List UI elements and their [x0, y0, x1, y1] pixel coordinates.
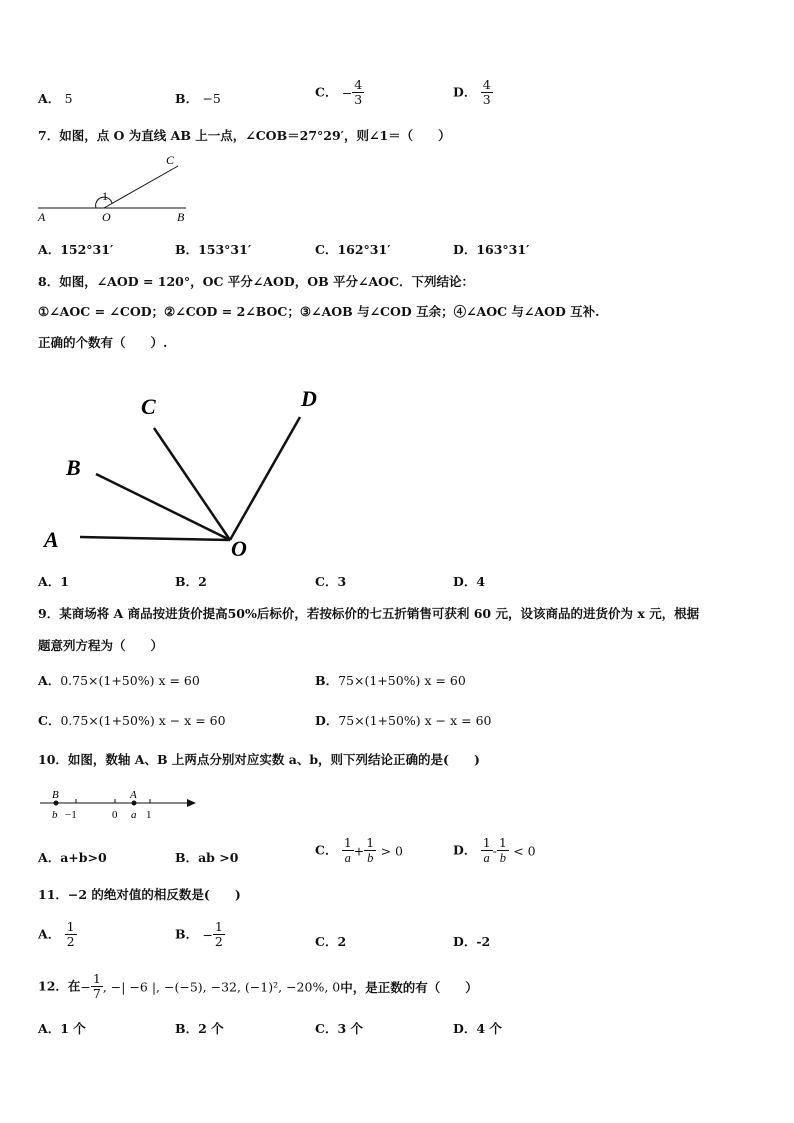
comparison: > 0 [380, 843, 403, 859]
q9-option-d [315, 711, 492, 729]
fraction-denominator: 3 [482, 92, 491, 108]
label-b: B [177, 210, 185, 224]
option-value: 152°31′ [60, 242, 114, 257]
option-value: 0.75×(1+50%) x − x = 60 [60, 713, 226, 728]
operator: - [492, 843, 497, 859]
axis-arrow [187, 799, 196, 807]
option-letter: B． [315, 673, 339, 688]
ray-ob [96, 474, 230, 540]
option-letter: D． [315, 713, 339, 728]
option-letter: B． [175, 574, 199, 589]
q8-option-a [38, 572, 69, 590]
label-minus-one: −1 [65, 809, 77, 821]
option-letter: A． [38, 242, 61, 257]
label-one: 1 [146, 809, 152, 821]
label-b-lower: b [52, 809, 58, 821]
option-letter: C． [315, 842, 338, 858]
comparison: < 0 [513, 843, 536, 859]
option-letter: B． [175, 242, 199, 257]
fraction-denominator: 3 [354, 92, 363, 108]
option-value: 2 [198, 574, 207, 589]
q11-option-d [453, 932, 490, 950]
option-letter: D． [453, 934, 477, 949]
option-value: 153°31′ [198, 242, 252, 257]
q6-option-c [315, 78, 364, 108]
q8-option-b [175, 572, 207, 590]
q11-option-b [175, 920, 225, 950]
label-o: O [231, 536, 247, 561]
ray-od [230, 417, 300, 540]
option-value: 75×(1+50%) x = 60 [338, 673, 466, 688]
q7-option-c [315, 240, 391, 258]
option-letter: C． [315, 934, 338, 949]
fraction-denominator: a [483, 851, 490, 866]
ray-oc [154, 428, 230, 540]
point-a [132, 801, 137, 806]
q6-option-a [38, 89, 73, 107]
option-sign: − [202, 927, 213, 943]
q8-ask: 正确的个数有（ ）. [38, 335, 168, 350]
fraction-numerator: 1 [498, 835, 507, 850]
fraction-numerator: 1 [366, 835, 375, 850]
q6-option-b [175, 89, 221, 107]
q8-option-c [315, 572, 346, 590]
fraction-numerator: 1 [66, 919, 75, 934]
q10-option-c [315, 836, 403, 866]
label-c: C [141, 394, 156, 419]
q9-option-a [38, 671, 200, 689]
fraction-numerator: 1 [92, 971, 101, 986]
fraction [497, 836, 509, 866]
label-d: D [301, 386, 317, 411]
option-letter: A． [38, 91, 61, 106]
fraction [65, 920, 77, 950]
stem-suffix: 中，是正数的有（ ） [340, 979, 478, 995]
q7-option-a [38, 240, 113, 258]
fraction [213, 920, 225, 950]
fraction-denominator: b [499, 851, 506, 866]
fraction-denominator: 2 [214, 934, 223, 950]
number-list: , −| −6 |, −(−5), −32, (−1)², −20%, 0 [102, 979, 341, 995]
fraction [352, 78, 364, 108]
option-letter: B． [175, 850, 199, 865]
label-c: C [166, 153, 175, 167]
label-1: 1 [102, 189, 108, 203]
q10-option-d [453, 836, 536, 866]
option-value: 75×(1+50%) x − x = 60 [338, 713, 492, 728]
option-letter: D． [453, 842, 477, 858]
option-letter: D． [453, 84, 477, 100]
q10-option-b [175, 848, 238, 866]
q7-stem: 7．如图，点 O 为直线 AB 上一点，∠COB＝27°29′，则∠1＝（ ） [38, 128, 451, 143]
option-letter: A． [38, 926, 61, 942]
q12-option-d [453, 1019, 502, 1037]
option-sign: − [341, 85, 353, 101]
option-value: 1 [60, 574, 69, 589]
q9-option-c [38, 711, 226, 729]
fraction-numerator: 1 [482, 835, 491, 850]
label-a: A [44, 527, 59, 552]
q8-conclusions: ①∠AOC = ∠COD；②∠COD = 2∠BOC；③∠AOB 与∠COD 互余；④∠AOC 与∠AOD 互补. [38, 304, 600, 319]
option-letter: D． [453, 1021, 477, 1036]
option-value: ab >0 [198, 850, 239, 865]
option-value: 5 [64, 91, 73, 106]
label-zero: 0 [112, 809, 118, 821]
fraction-denominator: 7 [92, 986, 101, 1002]
q11-stem: 11．−2 的绝对值的相反数是( ) [38, 887, 241, 902]
option-letter: A． [38, 1021, 61, 1036]
option-value: 4 个 [476, 1021, 502, 1036]
option-letter: C． [315, 84, 338, 100]
stem-prefix: 12．在 [38, 978, 81, 994]
fraction [364, 836, 376, 866]
q9-option-b [315, 671, 466, 689]
ray-oc [104, 166, 178, 208]
fraction [91, 972, 103, 1002]
option-value: 3 个 [337, 1021, 364, 1036]
option-value: a+b>0 [60, 850, 107, 865]
q11-option-a [38, 920, 77, 950]
fraction-numerator: 4 [354, 77, 363, 92]
ray-oa [80, 537, 230, 540]
q9-stem-line1: 9．某商场将 A 商品按进货价提高50%后标价，若按标价的七五折销售可获利 60 元，设该商品的进货价为 x 元，根据 [38, 606, 700, 621]
fraction-numerator: 4 [482, 77, 491, 92]
option-value: 2 个 [198, 1021, 224, 1036]
option-value: 4 [476, 574, 486, 589]
option-letter: C． [315, 242, 338, 257]
option-value: 162°31′ [337, 242, 391, 257]
option-letter: B． [175, 91, 199, 106]
q12-stem [38, 972, 478, 1002]
label-b: B [66, 455, 81, 480]
fraction [342, 836, 354, 866]
q12-option-a [38, 1019, 86, 1037]
q12-option-c [315, 1019, 363, 1037]
label-a-lower: a [131, 809, 137, 821]
option-letter: D． [453, 242, 477, 257]
q7-option-b [175, 240, 251, 258]
label-a: A [38, 210, 46, 224]
option-letter: D． [453, 574, 477, 589]
q7-option-d [453, 240, 529, 258]
point-b [54, 801, 59, 806]
q10-option-a [38, 848, 107, 866]
option-value: 0.75×(1+50%) x = 60 [60, 673, 200, 688]
fraction-denominator: b [367, 851, 374, 866]
fraction-numerator: 1 [214, 919, 223, 934]
option-value: 163°31′ [476, 242, 530, 257]
fraction [481, 836, 493, 866]
q7-figure [34, 150, 194, 225]
label-o: O [102, 210, 111, 224]
fraction-numerator: 1 [343, 835, 352, 850]
option-value: 3 [337, 574, 347, 589]
option-letter: C． [315, 574, 338, 589]
option-letter: B． [175, 1021, 199, 1036]
q10-stem: 10．如图，数轴 A、B 上两点分别对应实数 a、b，则下列结论正确的是( ) [38, 752, 480, 767]
option-letter: A． [38, 850, 61, 865]
option-value: 2 [337, 934, 347, 949]
option-value: -2 [476, 934, 491, 949]
fraction [481, 78, 493, 108]
label-b-upper: B [52, 789, 59, 801]
option-value: −5 [202, 91, 221, 106]
q8-stem: 8．如图，∠AOD = 120°，OC 平分∠AOD，OB 平分∠AOC．下列结论： [38, 274, 475, 289]
option-letter: A． [38, 574, 61, 589]
option-letter: A． [38, 673, 61, 688]
fraction-denominator: a [344, 851, 351, 866]
q12-option-b [175, 1019, 224, 1037]
q6-option-d [453, 78, 493, 108]
option-value: 1 个 [60, 1021, 86, 1036]
q10-number-line [36, 783, 206, 823]
q8-figure [40, 380, 340, 565]
fraction-sign: − [80, 979, 91, 995]
fraction-denominator: 2 [66, 934, 75, 950]
option-letter: C． [38, 713, 61, 728]
q9-stem-line2: 题意列方程为（ ） [38, 638, 164, 653]
q8-option-d [453, 572, 485, 590]
label-a-upper: A [130, 789, 137, 801]
operator: + [353, 843, 365, 859]
option-letter: C． [315, 1021, 338, 1036]
option-letter: B． [175, 926, 199, 942]
q11-option-c [315, 932, 346, 950]
